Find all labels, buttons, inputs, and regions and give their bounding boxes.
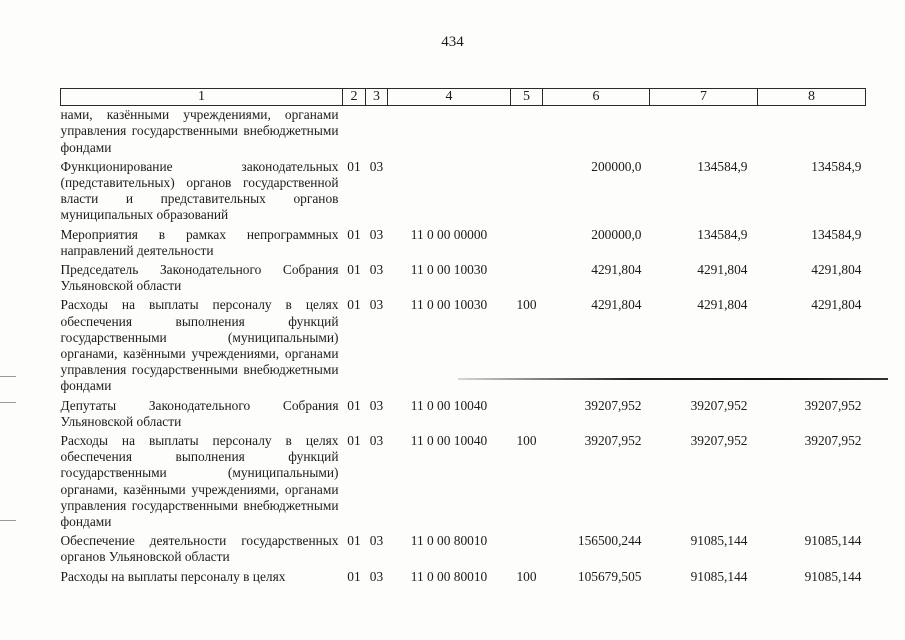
section-code: 01	[347, 158, 361, 174]
amount-col8	[758, 106, 866, 156]
amount-col8: 134584,9	[811, 158, 862, 174]
section-code: 01	[347, 397, 361, 413]
expense-type-code	[511, 395, 543, 430]
subsection-code: 03	[369, 397, 384, 413]
target-article-code: 11 0 00 10040	[410, 397, 488, 413]
table-row	[61, 156, 866, 224]
budget-table	[60, 88, 866, 585]
table-row	[61, 224, 866, 259]
amount-col6: 39207,952	[584, 397, 642, 413]
target-article-code: 11 0 00 10030	[410, 262, 488, 278]
page-number: 434	[441, 34, 464, 50]
expense-type-code	[511, 224, 543, 259]
row-name: Расходы на выплаты персоналу в целях	[60, 568, 286, 584]
target-article-code	[388, 156, 511, 224]
amount-col8: 134584,9	[811, 226, 862, 242]
expense-type-code: 100	[516, 568, 537, 584]
amount-col6: 105679,505	[577, 568, 642, 584]
target-article-code: 11 0 00 10030	[410, 297, 488, 313]
expense-type-code	[511, 156, 543, 224]
row-name: Функционирование законодательных (представительных) органов государственной власти и представительных органов муниципальных образований	[60, 158, 339, 223]
amount-col7: 91085,144	[690, 568, 748, 584]
row-name: Мероприятия в рамках непрограммных направлений деятельности	[60, 226, 339, 258]
column-header: 2	[343, 89, 366, 106]
margin-mark	[0, 402, 16, 403]
subsection-code: 03	[369, 533, 384, 549]
section-code: 01	[347, 568, 361, 584]
row-name: Председатель Законодательного Собрания Ульяновской области	[60, 262, 339, 294]
amount-col7: 39207,952	[690, 433, 748, 449]
section-code: 01	[347, 297, 361, 313]
subsection-code: 03	[369, 158, 384, 174]
column-header: 7	[650, 89, 758, 106]
row-name: Расходы на выплаты персоналу в целях обеспечения выполнения функций государственными (муниципальными) органами, казёнными учреждениями, органами управления государственными внебюджетными фондами	[60, 297, 339, 394]
expense-type-code	[511, 106, 543, 156]
column-header: 1	[61, 89, 343, 106]
amount-col6: 200000,0	[591, 226, 642, 242]
table-row	[61, 566, 866, 585]
amount-col6: 200000,0	[591, 158, 642, 174]
row-name: Депутаты Законодательного Собрания Ульяновской области	[60, 397, 339, 429]
section-code: 01	[347, 533, 361, 549]
header-row	[61, 89, 866, 106]
column-header: 5	[511, 89, 543, 106]
amount-col8: 4291,804	[811, 297, 862, 313]
amount-col7: 4291,804	[697, 262, 748, 278]
subsection-code: 03	[369, 262, 384, 278]
amount-col7: 134584,9	[697, 158, 748, 174]
amount-col7	[650, 106, 758, 156]
row-name: нами, казёнными учреждениями, органами управления государственными внебюджетными фондами	[60, 107, 339, 155]
column-header: 4	[388, 89, 511, 106]
amount-col6: 156500,244	[577, 533, 642, 549]
expense-type-code	[511, 530, 543, 565]
column-header: 8	[758, 89, 866, 106]
table-row	[61, 430, 866, 530]
amount-col6	[543, 106, 650, 156]
table-row	[61, 106, 866, 156]
amount-col8: 91085,144	[804, 568, 862, 584]
target-article-code: 11 0 00 00000	[410, 226, 488, 242]
expense-type-code: 100	[516, 433, 537, 449]
amount-col7: 39207,952	[690, 397, 748, 413]
subsection-code: 03	[369, 433, 384, 449]
amount-col6: 4291,804	[591, 297, 642, 313]
column-header: 6	[543, 89, 650, 106]
amount-col7: 134584,9	[697, 226, 748, 242]
margin-mark	[0, 520, 16, 521]
row-name: Обеспечение деятельности государственных органов Ульяновской области	[60, 533, 339, 565]
amount-col7: 91085,144	[690, 533, 748, 549]
amount-col8: 39207,952	[804, 397, 862, 413]
amount-col7: 4291,804	[697, 297, 748, 313]
section-code: 01	[347, 226, 361, 242]
table-row	[61, 395, 866, 430]
subsection-code: 03	[369, 568, 384, 584]
amount-col8: 91085,144	[804, 533, 862, 549]
section-code	[343, 106, 366, 156]
amount-col6: 4291,804	[591, 262, 642, 278]
subsection-code	[366, 106, 388, 156]
amount-col8: 4291,804	[811, 262, 862, 278]
subsection-code: 03	[369, 226, 384, 242]
target-article-code: 11 0 00 10040	[410, 433, 488, 449]
expense-type-code: 100	[516, 297, 537, 313]
section-code: 01	[347, 262, 361, 278]
amount-col6: 39207,952	[584, 433, 642, 449]
table-row	[61, 259, 866, 294]
amount-col8: 39207,952	[804, 433, 862, 449]
margin-mark	[0, 376, 16, 377]
column-header: 3	[366, 89, 388, 106]
table-row	[61, 530, 866, 565]
scan-artifact-line	[458, 378, 888, 380]
target-article-code	[388, 106, 511, 156]
target-article-code: 11 0 00 80010	[410, 533, 488, 549]
target-article-code: 11 0 00 80010	[410, 568, 488, 584]
subsection-code: 03	[369, 297, 384, 313]
row-name: Расходы на выплаты персоналу в целях обеспечения выполнения функций государственными (муниципальными) органами, казёнными учреждениями, органами управления государственными внебюджетными фондами	[60, 433, 339, 530]
expense-type-code	[511, 259, 543, 294]
section-code: 01	[347, 433, 361, 449]
